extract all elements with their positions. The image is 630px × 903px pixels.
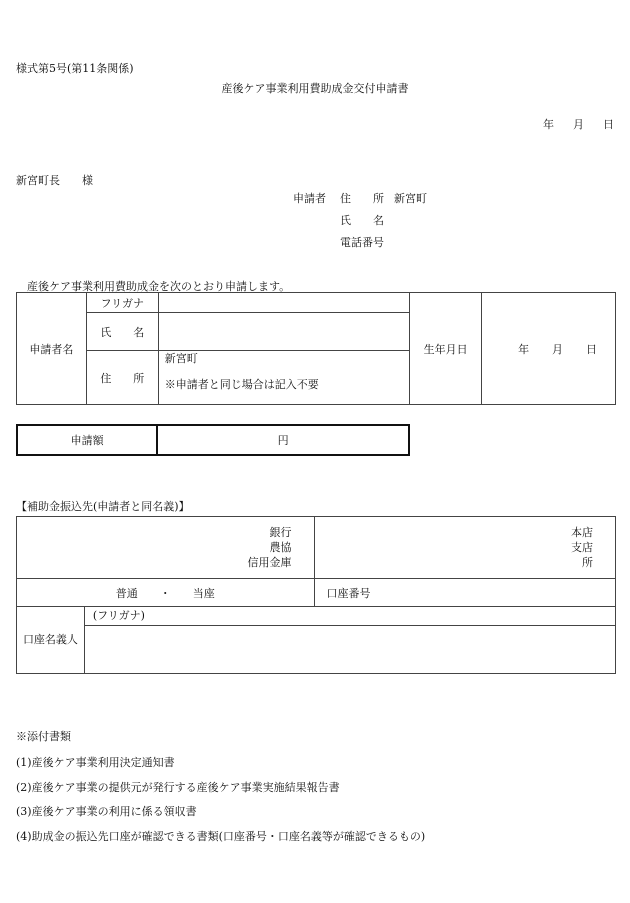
applicant-address-value: 新宮町: [394, 192, 427, 205]
holder-table: [16, 606, 616, 674]
name-field[interactable]: [158, 313, 409, 351]
branch-kind-shiten: 支店: [571, 541, 593, 554]
intro-text: 産後ケア事業利用費助成金を次のとおり申請します。: [27, 280, 291, 293]
page-title: 産後ケア事業利用費助成金交付申請書: [221, 82, 409, 95]
amount-table: [16, 424, 410, 456]
furigana-field[interactable]: [158, 293, 409, 313]
holder-furigana-label: (フリガナ): [92, 609, 145, 623]
address-field[interactable]: [158, 351, 409, 405]
bank-table: [16, 516, 616, 607]
bank-section-heading: 【補助金振込先(申請者と同名義)】: [16, 500, 190, 513]
amount-unit: 円: [277, 434, 289, 447]
applicant-label: 申請者: [293, 192, 326, 205]
birthdate-field[interactable]: [482, 293, 616, 405]
account-type-field[interactable]: 普通 ・ 当座: [17, 579, 315, 607]
applicant-address-label: 住 所: [340, 192, 384, 205]
form-number: 様式第5号(第11条関係): [16, 62, 134, 75]
birth-month-label: 月: [552, 342, 564, 356]
birth-day-label: 日: [586, 342, 597, 356]
attachment-item: (1)産後ケア事業利用決定通知書: [16, 756, 175, 769]
account-number-label: 口座番号: [326, 586, 371, 600]
amount-field[interactable]: [157, 425, 409, 455]
bank-kind-nokyo: 農協: [269, 541, 292, 554]
account-number-field[interactable]: [314, 579, 615, 607]
amount-label: 申請額: [17, 425, 157, 455]
date-year-label: 年: [543, 118, 554, 131]
birthdate-label: 生年月日: [410, 293, 482, 405]
date-day-label: 日: [603, 118, 614, 131]
applicant-table: [16, 292, 616, 405]
holder-furigana-field[interactable]: [84, 606, 615, 625]
birth-year-label: 年: [518, 342, 530, 356]
attachment-item: (3)産後ケア事業の利用に係る領収書: [16, 805, 197, 818]
bank-kind-bank: 銀行: [269, 526, 292, 539]
name-label: 氏 名: [86, 313, 158, 351]
address-prefill: 新宮町: [164, 352, 198, 365]
address-label: 住 所: [86, 351, 158, 405]
date-month-label: 月: [573, 118, 584, 131]
holder-name-field[interactable]: [84, 625, 615, 673]
addressee: 新宮町長 様: [16, 174, 93, 187]
applicant-row-header: 申請者名: [17, 293, 87, 405]
bank-name-field[interactable]: [17, 517, 315, 579]
attachments-heading: ※添付書類: [16, 730, 71, 743]
attachment-item: (4)助成金の振込先口座が確認できる書類(口座番号・口座名義等が確認できるもの): [16, 830, 426, 843]
branch-name-field[interactable]: [314, 517, 615, 579]
branch-kind-honten: 本店: [571, 526, 593, 539]
applicant-name-label: 氏 名: [340, 214, 384, 227]
bank-kind-shinkin: 信用金庫: [247, 556, 292, 569]
furigana-label: フリガナ: [86, 293, 158, 313]
applicant-phone-label: 電話番号: [340, 236, 384, 249]
holder-label: 口座名義人: [17, 606, 85, 673]
address-note: ※申請者と同じ場合は記入不要: [164, 378, 319, 391]
attachment-item: (2)産後ケア事業の提供元が発行する産後ケア事業実施結果報告書: [16, 781, 340, 794]
branch-kind-sho: 所: [582, 556, 593, 569]
